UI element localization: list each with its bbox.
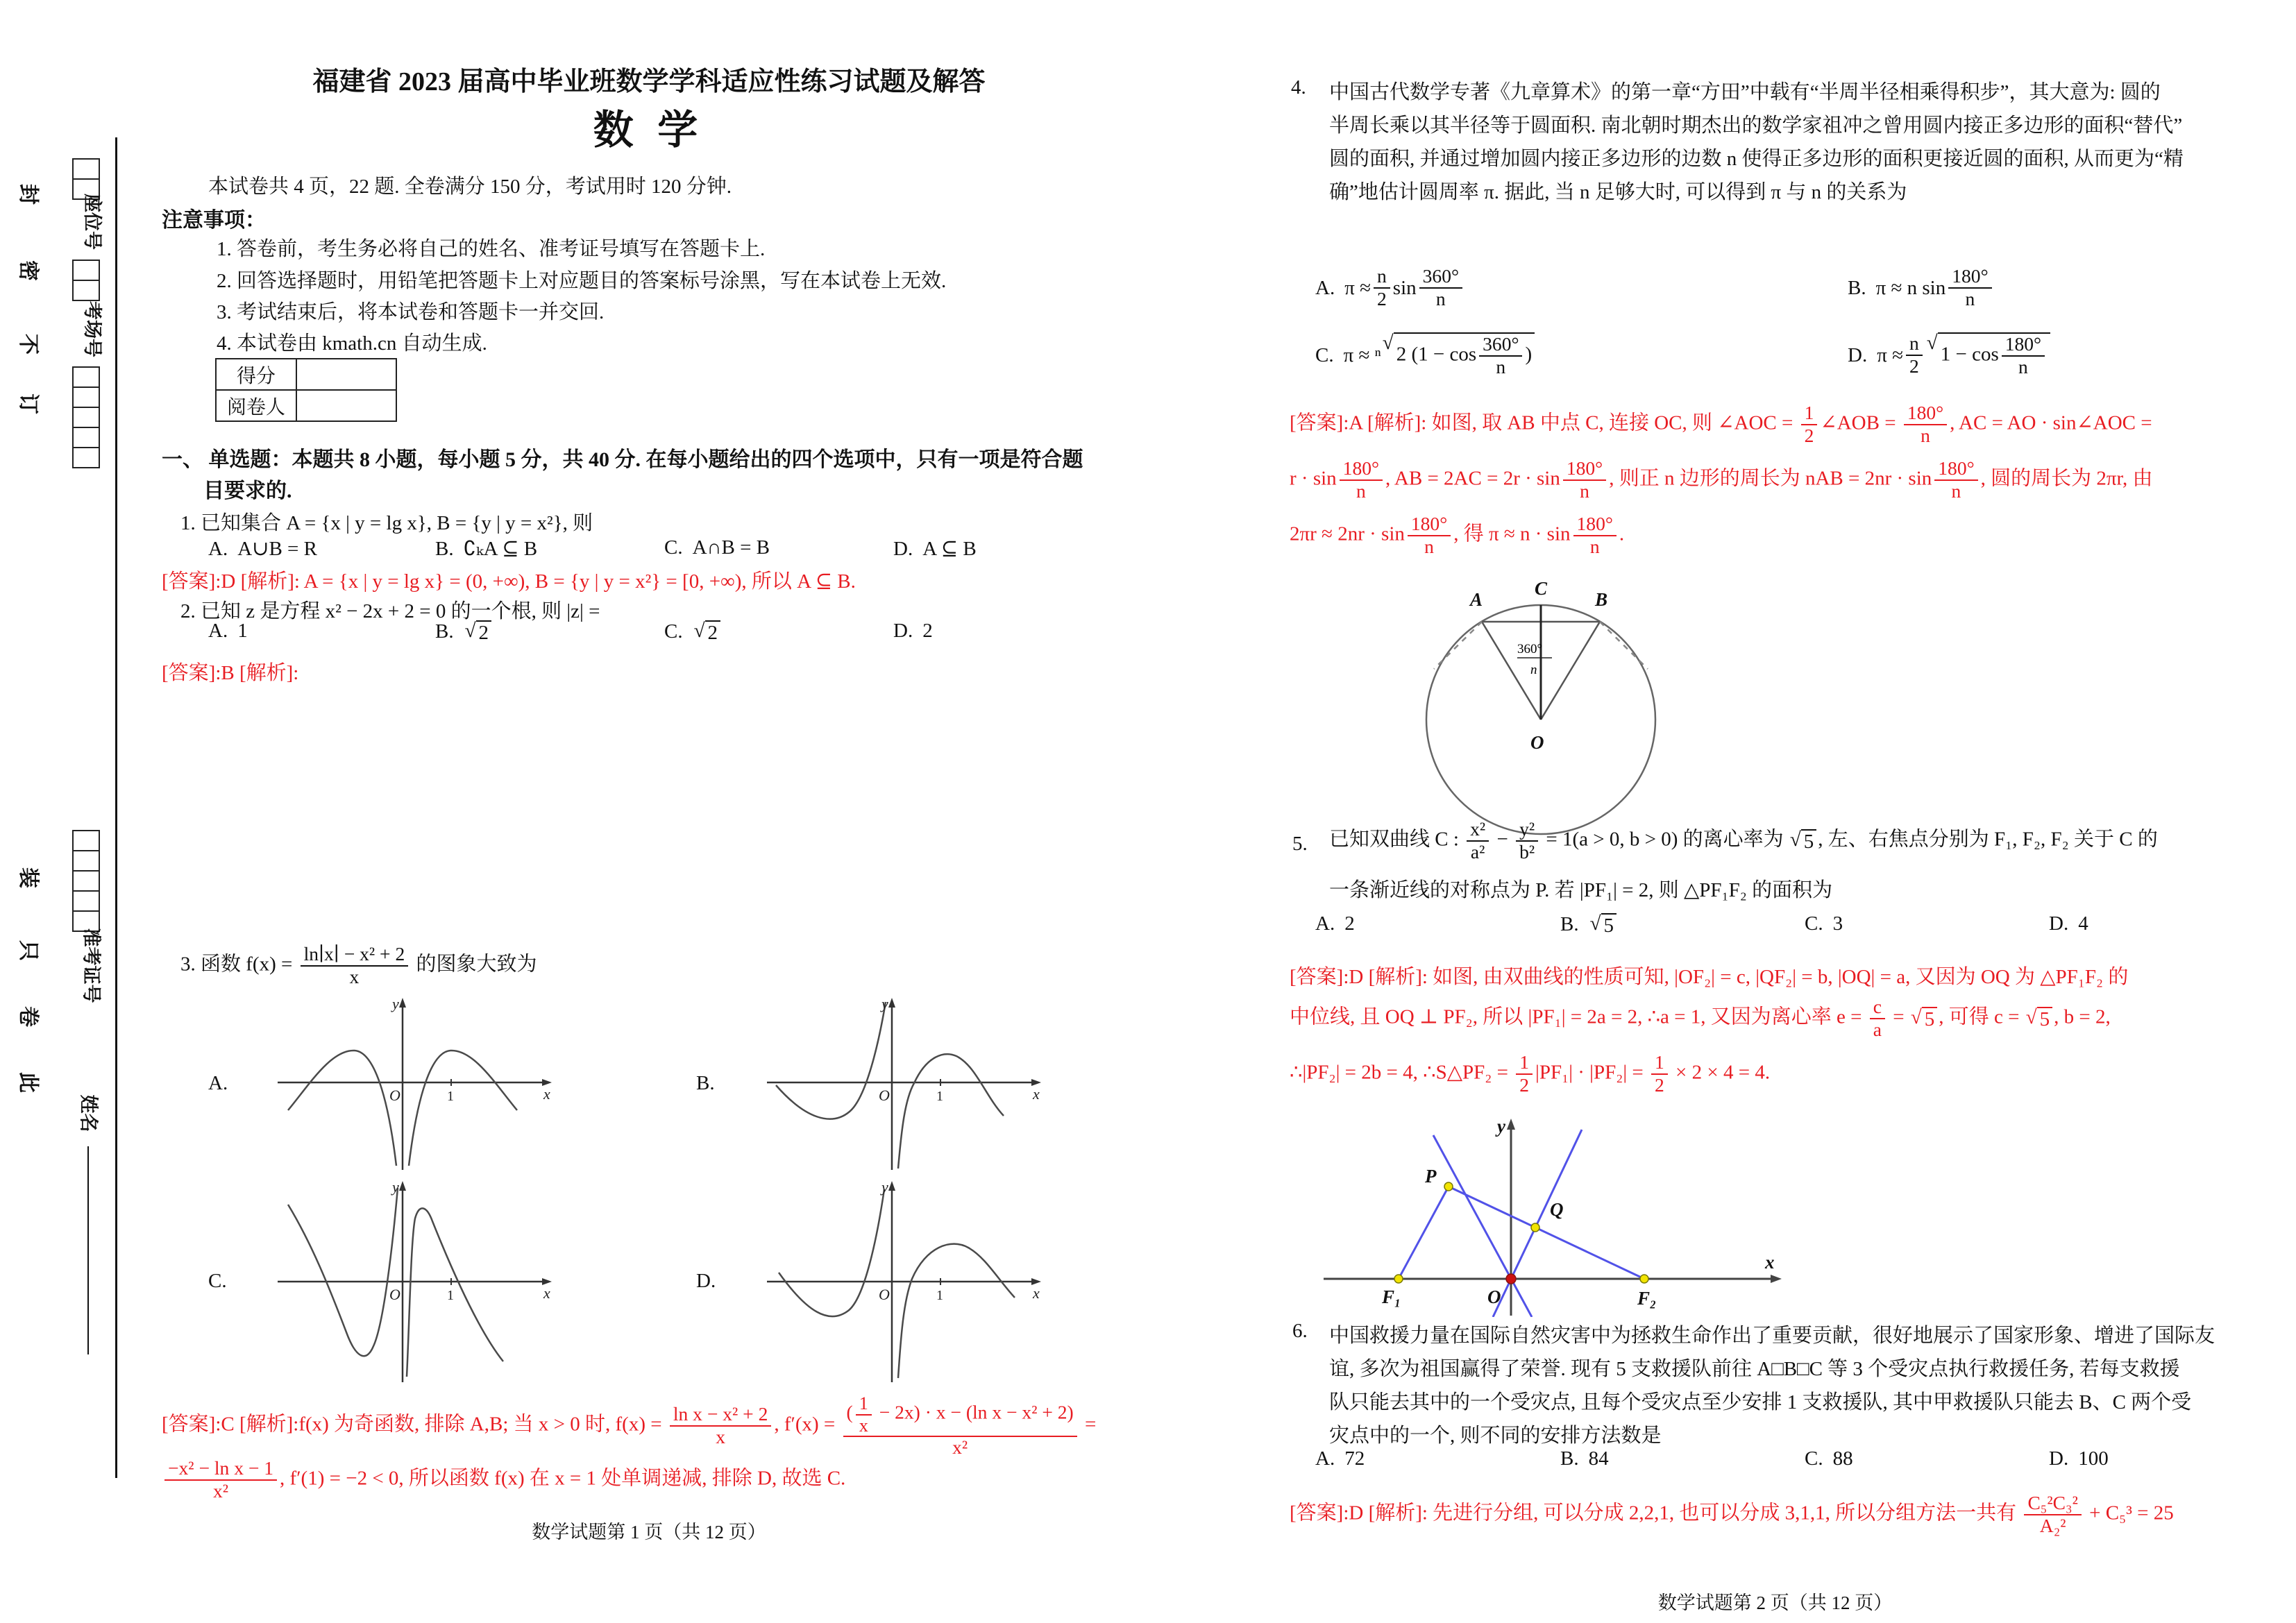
notice-item-2: 2. 回答选择题时，用铅笔把答题卡上对应题目的答案标号涂黑，写在本试卷上无效. [217,270,947,292]
section-1-header-line2: 目要求的. [203,479,292,502]
grader-label: 阅卷人 [216,390,296,421]
hyperbola-f1-label: F₁ [1382,1286,1401,1307]
axis-y-label: y [881,1178,888,1196]
seat-number-label: 座位号 [82,194,103,250]
question-4-number: 4. [1291,76,1306,99]
q4-option-d: D. π ≈ $\frac{n}{2}$ √ 1 − cos $\frac{180^\circ}{n}$ [1848,321,2052,390]
seal-char-feng: 封 [17,184,40,205]
q2-option-b: B. √ 2 [435,620,493,645]
q5-text-line2: 一条渐近线的对称点为 P. 若 |PF₁| = 2, 则 △PF₁F₂ 的面积为 [1329,879,1833,901]
paper-intro: 本试卷共 4 页，22 题. 全卷满分 150 分，考试用时 120 分钟. [208,176,732,198]
q2-option-d: D. 2 [893,620,933,642]
q6-text-line2: 谊, 多次为祖国赢得了荣誉. 现有 5 支救援队前往 A□B□C 等 3 个受灾点执行救援任务, 若每支救援 [1329,1358,2180,1380]
circle-angle-numerator: 360° [1517,642,1543,656]
axis-x-label: x [543,1284,550,1302]
axis-x-label: x [1033,1085,1040,1103]
q1-option-c: C. A∩B = B [664,536,770,559]
axis-origin-label: O [879,1087,890,1104]
axis-origin-label: O [389,1286,400,1303]
q1-answer: [答案]:D [解析]: A = {x | y = lg x} = (0, +∞), B = {y | y = x²} = [0, +∞), 所以 A ⊆ B. [162,570,856,593]
paper-title: 福建省 2023 届高中毕业班数学学科适应性练习试题及解答 [312,67,986,96]
q6-option-d: D. 100 [2049,1447,2109,1470]
q6-option-c: C. 88 [1805,1447,1853,1470]
hyperbola-p-label: P [1425,1166,1437,1187]
hyperbola-o-label: O [1487,1286,1501,1307]
q4-answer-line2: r · sin $\frac{180^\circ}{n}$ , AB = 2AC = 2r · sin $\frac{180^\circ}{n}$ , 则正 n 边形的周长为 nAB = 2nr · sin $\frac{180^\circ}{n}$ , 圆的周长为 2πr, 由 [1290,457,2153,502]
admission-boxes-upper [72,366,100,468]
q3-answer-line2: $\frac{\text{−x² − ln x − 1}}{\text{x²}}$ , f′(1) = −2 < 0, 所以函数 f(x) 在 x = 1 处单调递减, 排除 D, 故选 C. [162,1449,845,1511]
notice-item-1: 1. 答卷前，考生务必将自己的姓名、准考证号填写在答题卡上. [217,238,766,260]
seal-char-zhi: 只 [17,940,40,961]
axis-y-label: y [392,1178,399,1196]
name-blank-line [87,1146,89,1354]
notice-title: 注意事项： [162,209,266,232]
notice-item-4: 4. 本试卷由 kmath.cn 自动生成. [217,332,487,355]
seal-char-ci: 此 [17,1072,40,1093]
admission-number-label: 准考证号 [81,928,102,1003]
seal-char-juan: 卷 [17,1006,40,1027]
q1-option-b: B. ∁ₖA ⊆ B [435,538,538,560]
q3-graph-a-letter: A. [208,1072,228,1094]
left-page-footer: 数学试题第 1 页（共 12 页） [532,1522,766,1543]
q6-text-line1: 中国救援力量在国际自然灾害中为拯救生命作出了重要贡献，很好地展示了国家形象、增进了国际友 [1329,1325,2215,1347]
q5-option-b: B. √ 5 [1560,912,1618,937]
q6-option-a: A. 72 [1315,1447,1365,1470]
q3-answer-line1: [答案]:C [解析]:f(x) 为奇函数, 排除 A,B; 当 x > 0 时, f(x) = $\frac{\text{ln x − x² + 2}}{x}$ , f′(x) = ( $\frac{1}{x}$ − 2x) · x − (ln x − x² + 2) x² = [162,1393,1097,1458]
grader-value-blank [296,390,396,421]
seal-char-bu: 不 [17,334,40,355]
q4-option-c: C. π ≈ ⁿ √ 2 (1 − cos $\frac{360^\circ}{n}$ ) [1315,321,1536,390]
axis-x-label: x [543,1085,550,1103]
section-1-header-line1: 一、 单选题：本题共 8 小题，每小题 5 分，共 40 分. 在每小题给出的四个选项中，只有一项是符合题 [162,448,1083,471]
q2-option-a: A. 1 [208,620,248,642]
seal-char-ding: 订 [17,393,40,414]
axis-origin-label: O [879,1286,890,1303]
subject-title: 数 学 [593,108,705,153]
circle-angle-denominator: n [1530,663,1537,677]
q4-text-line2: 半周长乘以其半径等于圆面积. 南北朝时期杰出的数学家祖冲之曾用圆内接正多边形的面积“替代” [1329,114,2183,137]
q6-option-b: B. 84 [1560,1447,1609,1470]
room-number-label: 考场号 [82,301,103,357]
q3-graph-c-letter: C. [208,1270,227,1292]
hyperbola-f2-label: F₂ [1637,1288,1657,1309]
score-value-blank [296,359,396,390]
q4-option-a: A. π ≈ $\frac{n}{2}$ sin $\frac{360^\circ}{n}$ [1315,260,1465,316]
q4-text-line1: 中国古代数学专著《九章算术》的第一章“方田”中载有“半周半径相乘得积步”，其大意为: 圆的 [1329,81,2161,103]
q5-answer-line1: [答案]:D [解析]: 如图, 由双曲线的性质可知, |OF₂| = c, |QF₂| = b, |OQ| = a, 又因为 OQ 为 △PF₁F₂ 的 [1290,966,2129,988]
q1-option-a: A. A∪B = R [208,538,317,560]
q4-text-line4: 确”地估计圆周率 π. 据此, 当 n 足够大时, 可以得到 π 与 n 的关系为 [1329,181,1907,203]
q1-option-d: D. A ⊆ B [893,538,977,560]
question-5-number: 5. [1292,833,1308,855]
room-number-boxes [72,260,100,301]
q6-text-line4: 灾点中的一个, 则不同的安排方法数是 [1329,1425,1662,1447]
q4-option-b: B. π ≈ n sin $\frac{180^\circ}{n}$ [1848,260,1995,316]
question-6-number: 6. [1292,1320,1308,1342]
q3-graph-a [267,991,566,1175]
q4-circle-figure [1388,566,1694,843]
name-label: 姓名 [78,1094,99,1132]
axis-tick-1: 1 [936,1089,943,1104]
axis-tick-1: 1 [447,1089,454,1104]
question-2-text: 2. 已知 z 是方程 x² − 2x + 2 = 0 的一个根, 则 |z| = [180,600,600,622]
q5-answer-line2: 中位线, 且 OQ ⊥ PF₂, 所以 |PF₁| = 2a = 2, ∴a = 1, 又因为离心率 e = $\frac{c}{a}$ = √ 5 , 可得 c = √ 5 , b = 2, [1290,996,2111,1040]
circle-point-a-label: A [1470,589,1483,610]
seal-char-zhuang: 装 [17,867,40,888]
hyperbola-y-label: y [1497,1116,1505,1137]
q4-text-line3: 圆的面积, 并通过增加圆内接正多边形的边数 n 使得正多边形的面积更接近圆的面积, 从而更为“精 [1329,148,2184,170]
q4-answer-line1: [答案]:A [解析]: 如图, 取 AB 中点 C, 连接 OC, 则 ∠AOC = $\frac{1}{2}$ ∠AOB = $\frac{180^\circ}{n}$ , AC = AO · sin∠AOC = [1290,402,2152,446]
q3-graph-d [757,1174,1055,1389]
hyperbola-q-label: Q [1550,1199,1564,1220]
axis-origin-label: O [389,1087,400,1104]
q3-graph-d-letter: D. [696,1270,716,1292]
q3-graph-b [757,991,1055,1175]
axis-tick-1: 1 [936,1288,943,1303]
q3-graph-c [267,1174,566,1389]
q6-answer: [答案]:D [解析]: 先进行分组, 可以分成 2,2,1, 也可以分成 3,1,1, 所以分组方法一共有 $\frac{\text{C₅²C₃²}}{\text{A₂²}}$ + C₅³ = 25 [1290,1491,2174,1536]
q5-text-line1: 已知双曲线 C : $\frac{\text{x²}}{\text{a²}}$ − $\frac{\text{y²}}{\text{b²}}$ = 1(a > 0, b > 0) 的离心率为 √ 5 , 左、右焦点分别为 F₁, F₂, F₂ 关于 C 的 [1329,818,2158,863]
q4-answer-line3: 2πr ≈ 2nr · sin $\frac{180^\circ}{n}$ , 得 π ≈ n · sin $\frac{180^\circ}{n}$ . [1290,513,1625,557]
admission-boxes-lower [72,830,100,932]
axis-y-label: y [881,995,888,1012]
question-3-text: 3. 函数 f(x) = $\frac{\text{ln∣x∣ − x² + 2}}{x}$ 的图象大致为 [180,943,537,987]
circle-point-b-label: B [1595,589,1608,610]
q5-option-d: D. 4 [2049,912,2088,935]
right-page-footer: 数学试题第 2 页（共 12 页） [1657,1592,1893,1613]
question-1-text: 1. 已知集合 A = {x | y = lg x}, B = {y | y = x²}, 则 [180,512,593,534]
seal-char-mi: 密 [17,260,40,281]
score-table [215,358,397,422]
q2-option-c: C. √ 2 [664,620,722,645]
q5-option-a: A. 2 [1315,912,1355,935]
hyperbola-x-label: x [1765,1252,1775,1273]
axis-y-label: y [392,995,399,1012]
q2-answer: [答案]:B [解析]: [162,662,299,684]
q3-graph-b-letter: B. [696,1072,715,1094]
q5-answer-line3: ∴|PF₂| = 2b = 4, ∴S△PF₂ = $\frac{1}{2}$ |PF₁| · |PF₂| = $\frac{1}{2}$ × 2 × 4 = 4. [1290,1051,1771,1096]
circle-point-c-label: C [1535,578,1548,599]
circle-center-o-label: O [1530,732,1544,753]
q6-text-line3: 队只能去其中的一个受灾点, 且每个受灾点至少安排 1 支救援队, 其中甲救援队只能去 B、C 两个受 [1329,1391,2192,1413]
axis-tick-1: 1 [447,1288,454,1303]
q5-hyperbola-figure [1315,1109,1808,1317]
notice-item-3: 3. 考试结束后，将本试卷和答题卡一并交回. [217,301,605,323]
score-label: 得分 [216,359,296,390]
seal-line-rule [115,137,117,1478]
q5-option-c: C. 3 [1805,912,1843,935]
axis-x-label: x [1033,1284,1040,1302]
